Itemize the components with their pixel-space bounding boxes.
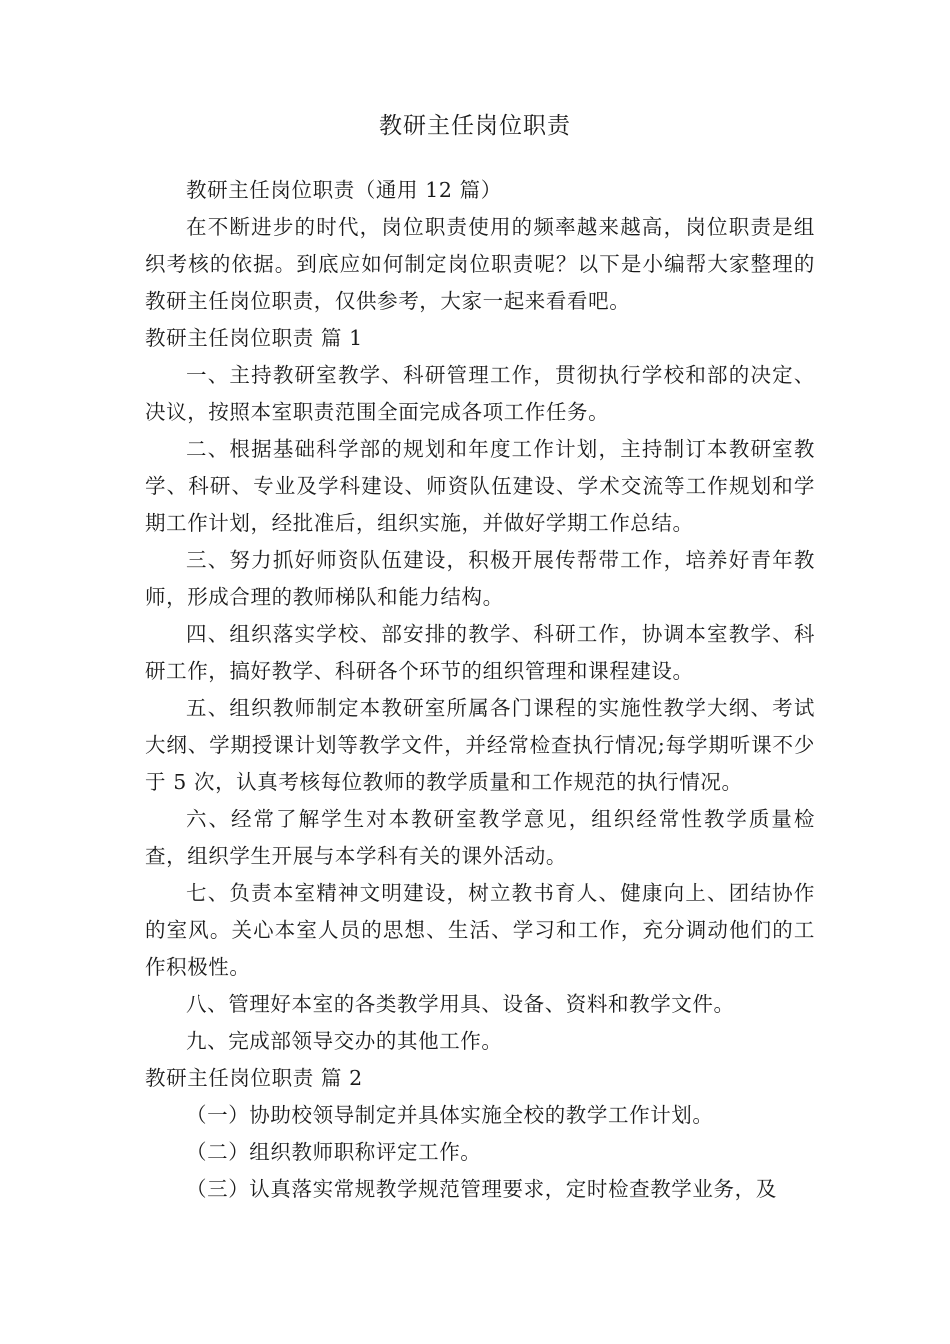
document-title: 教研主任岗位职责 (379, 113, 571, 139)
section-2-item: （三）认真落实常规教学规范管理要求，定时检查教学业务，及 (186, 1177, 777, 1201)
document-subtitle: 教研主任岗位职责（通用 12 篇） (186, 178, 502, 202)
section-1-item: 一、主持教研室教学、科研管理工作，贯彻执行学校和部的决定、决议，按照本室职责范围全面完成各项工作任务。 (145, 363, 815, 424)
section-1-item: 八、管理好本室的各类教学用具、设备、资料和教学文件。 (186, 992, 735, 1016)
section-1-item: 五、组织教师制定本教研室所属各门课程的实施性教学大纲、考试大纲、学期授课计划等教学文件，并经常检查执行情况;每学期听课不少于 5 次，认真考核每位教师的教学质量和工作规范的执行情况。 (145, 696, 815, 794)
section-1-item: 四、组织落实学校、部安排的教学、科研工作，协调本室教学、科研工作，搞好教学、科研各个环节的组织管理和课程建设。 (145, 622, 815, 683)
section-1-item: 七、负责本室精神文明建设，树立教书育人、健康向上、团结协作的室风。关心本室人员的思想、生活、学习和工作，充分调动他们的工作积极性。 (145, 881, 815, 979)
section-1-item: 三、努力抓好师资队伍建设，积极开展传帮带工作，培养好青年教师，形成合理的教师梯队和能力结构。 (145, 548, 815, 609)
section-2-item: （二）组织教师职称评定工作。 (186, 1140, 482, 1164)
section-1-item: 九、完成部领导交办的其他工作。 (186, 1029, 503, 1053)
section-2-item: （一）协助校领导制定并具体实施全校的教学工作计划。 (186, 1103, 714, 1127)
intro-paragraph: 在不断进步的时代，岗位职责使用的频率越来越高，岗位职责是组织考核的依据。到底应如何制定岗位职责呢？以下是小编帮大家整理的教研主任岗位职责，仅供参考，大家一起来看看吧。 (145, 215, 815, 313)
section-1-item: 六、经常了解学生对本教研室教学意见，组织经常性教学质量检查，组织学生开展与本学科有关的课外活动。 (145, 807, 815, 868)
section-1-heading: 教研主任岗位职责 篇 1 (145, 326, 363, 350)
section-2-heading: 教研主任岗位职责 篇 2 (145, 1066, 363, 1090)
document-body (145, 172, 815, 1208)
section-1-item: 二、根据基础科学部的规划和年度工作计划，主持制订本教研室教学、科研、专业及学科建设、师资队伍建设、学术交流等工作规划和学期工作计划，经批准后，组织实施，并做好学期工作总结。 (145, 437, 815, 535)
